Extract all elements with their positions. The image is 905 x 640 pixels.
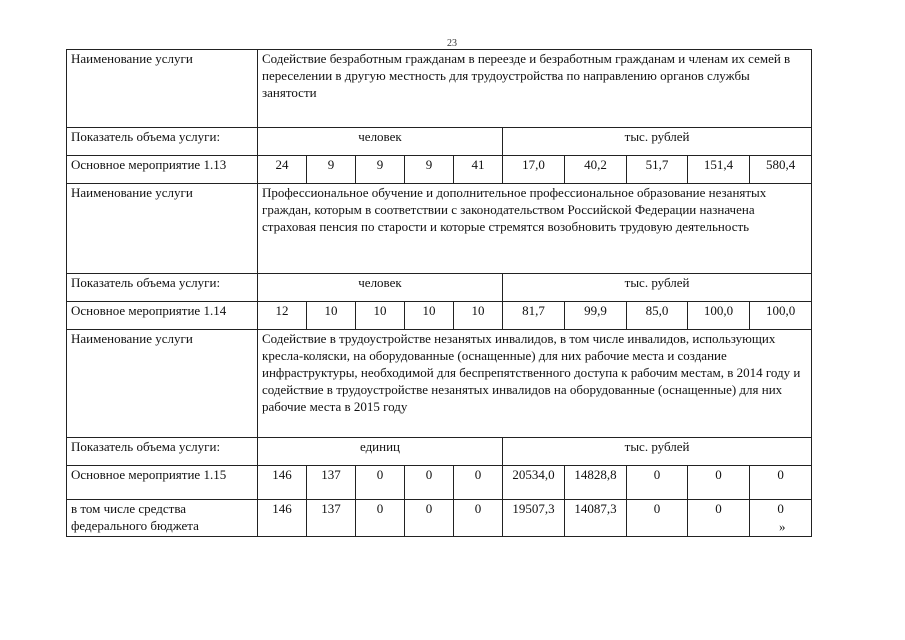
unit-money: тыс. рублей [503, 128, 812, 156]
unit-money: тыс. рублей [503, 438, 812, 466]
value-cell: 99,9 [565, 302, 627, 330]
value-cell: 0 [405, 500, 454, 537]
value-cell: 0 [454, 500, 503, 537]
value-cell: 24 [258, 156, 307, 184]
value-cell: 12 [258, 302, 307, 330]
value-cell: 0 [454, 466, 503, 500]
value-cell: 0 [627, 466, 688, 500]
value-cell: 9 [405, 156, 454, 184]
volume-indicator-row [67, 128, 812, 156]
value-cell: 0 [627, 500, 688, 537]
value-cell: 0 [688, 466, 750, 500]
service-name-row [67, 184, 812, 274]
value-cell: 137 [307, 466, 356, 500]
value-cell: 9 [307, 156, 356, 184]
value-cell: 146 [258, 500, 307, 537]
services-table [66, 49, 812, 537]
unit-quantity: единиц [258, 438, 503, 466]
service-name-row [67, 50, 812, 128]
activity-label: Основное мероприятие 1.13 [67, 156, 258, 184]
service-description: Содействие в трудоустройстве незанятых инвалидов, в том числе инвалидов, использующих кресла-коляски, на оборудованные (оснащенные) для них рабочие места и создание инфраструктуры, необходимой для беспрепятственного доступа к рабочим местам, в 2014 году и содействие в трудоустройстве незанятых инвалидов на оборудованные (оснащенные) для них рабочие места в 2015 году [258, 330, 812, 438]
table-row [67, 302, 812, 330]
value-cell: 0 [750, 466, 812, 500]
value-cell: 81,7 [503, 302, 565, 330]
value-cell: 0 [688, 500, 750, 537]
value-cell: 19507,3 [503, 500, 565, 537]
unit-money: тыс. рублей [503, 274, 812, 302]
value-cell: 0 [356, 500, 405, 537]
volume-indicator-label: Показатель объема услуги: [67, 274, 258, 302]
volume-indicator-row [67, 274, 812, 302]
value-cell: 580,4 [750, 156, 812, 184]
service-name-row [67, 330, 812, 438]
service-description: Содействие безработным гражданам в переезде и безработным гражданам и членам их семей в переселении в другую местность для трудоустройства по направлению органов службы занятости [258, 50, 812, 128]
value-cell: 14087,3 [565, 500, 627, 537]
service-name-label: Наименование услуги [67, 330, 258, 438]
value-cell: 100,0 [750, 302, 812, 330]
table-row [67, 156, 812, 184]
page-number: 23 [447, 38, 457, 49]
value-cell: 10 [307, 302, 356, 330]
service-name-label: Наименование услуги [67, 184, 258, 274]
volume-indicator-label: Показатель объема услуги: [67, 128, 258, 156]
value-cell: 10 [356, 302, 405, 330]
value-cell: 9 [356, 156, 405, 184]
activity-label: в том числе средства федерального бюджета [67, 500, 258, 537]
value-cell: 100,0 [688, 302, 750, 330]
value-cell: 0 [356, 466, 405, 500]
value-cell: 10 [405, 302, 454, 330]
value-cell: 17,0 [503, 156, 565, 184]
value-cell: 51,7 [627, 156, 688, 184]
value-cell: 146 [258, 466, 307, 500]
value-cell: 0 [750, 500, 812, 537]
value-cell: 10 [454, 302, 503, 330]
table-row [67, 466, 812, 500]
value-cell: 137 [307, 500, 356, 537]
value-cell: 20534,0 [503, 466, 565, 500]
closing-quote-mark: » [779, 519, 786, 534]
volume-indicator-label: Показатель объема услуги: [67, 438, 258, 466]
volume-indicator-row [67, 438, 812, 466]
value-cell: 85,0 [627, 302, 688, 330]
value-cell: 151,4 [688, 156, 750, 184]
value-cell: 41 [454, 156, 503, 184]
activity-label: Основное мероприятие 1.14 [67, 302, 258, 330]
value-cell: 40,2 [565, 156, 627, 184]
table-row [67, 500, 812, 537]
unit-quantity: человек [258, 128, 503, 156]
unit-quantity: человек [258, 274, 503, 302]
service-name-label: Наименование услуги [67, 50, 258, 128]
activity-label: Основное мероприятие 1.15 [67, 466, 258, 500]
service-description: Профессиональное обучение и дополнительное профессиональное образование незанятых граждан, которым в соответствии с законодательством Российской Федерации назначена страховая пенсия по старости и которые стремятся возобновить трудовую деятельность [258, 184, 812, 274]
value-cell: 14828,8 [565, 466, 627, 500]
value-cell: 0 [405, 466, 454, 500]
